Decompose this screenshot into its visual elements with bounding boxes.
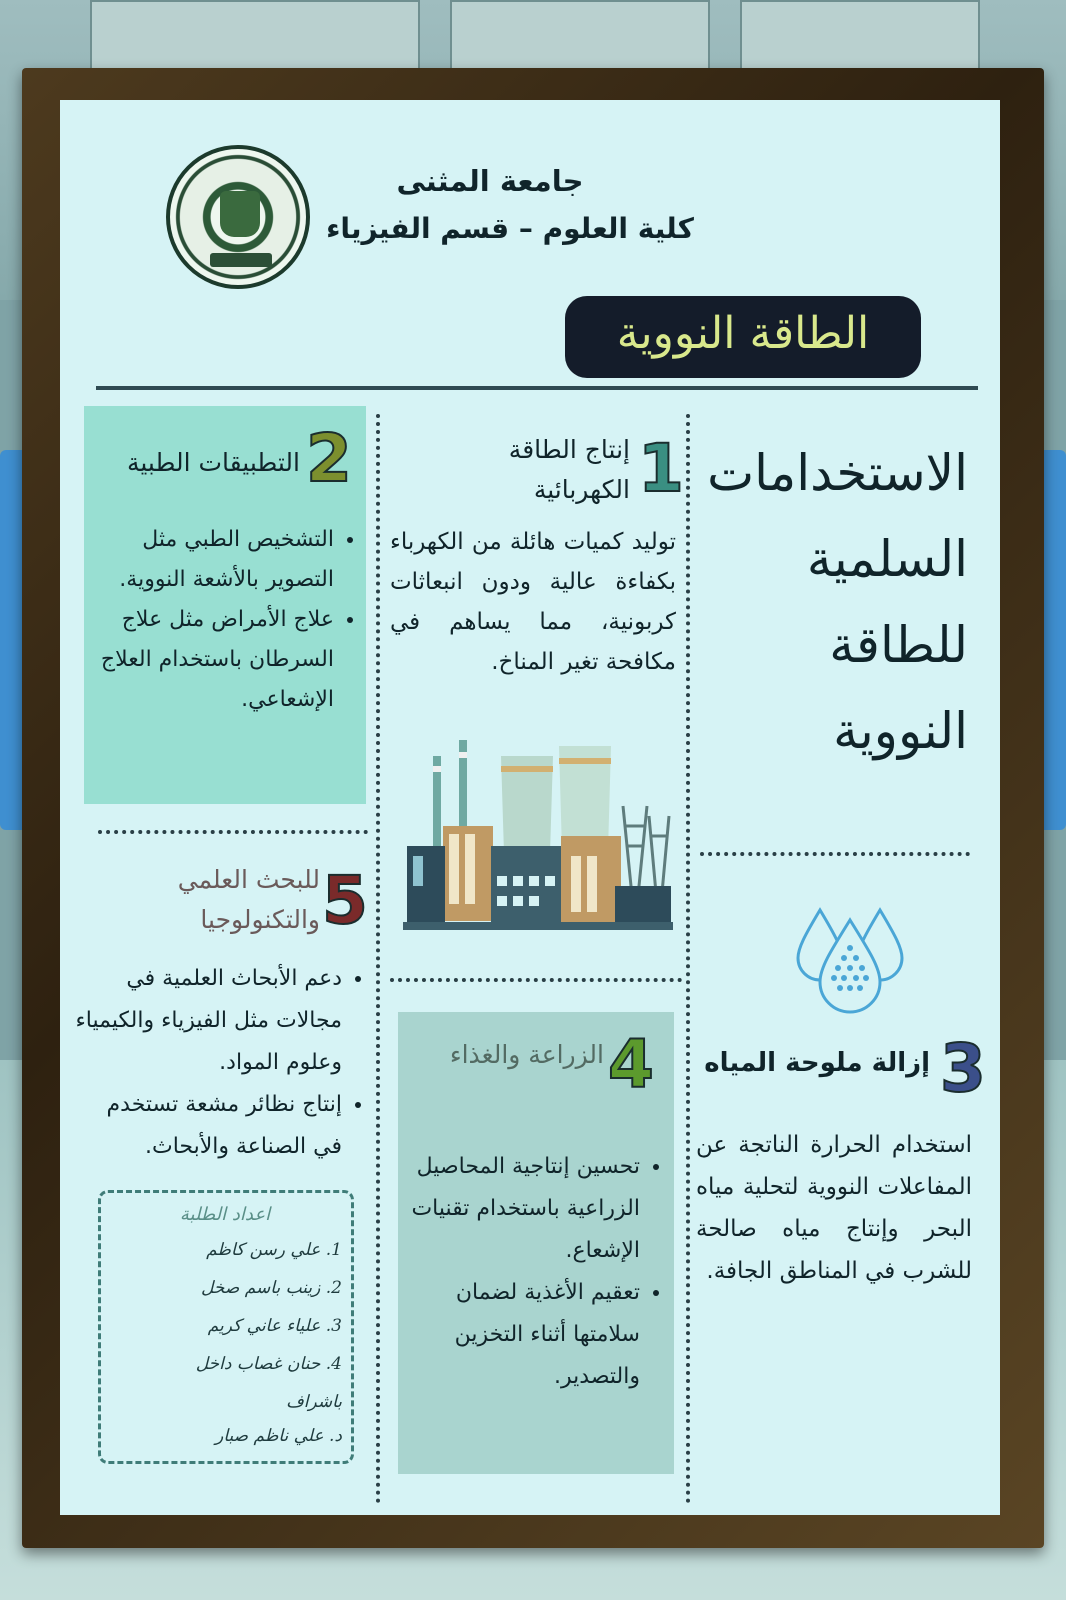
university-seal-icon (166, 145, 310, 289)
list-item: • إنتاج نظائر مشعة تستخدم في الصناعة والأبحاث. (74, 1084, 342, 1168)
section-divider (390, 978, 682, 982)
section-1-body: توليد كميات هائلة من الكهرباء بكفاءة عالية ودون انبعاثات كربونية، مما يساهم في مكافحة تغير المناخ. (390, 529, 676, 675)
title-divider (96, 386, 978, 390)
section-1-number: 1 (638, 430, 684, 507)
student-name: 4. حنان غصاب داخل (195, 1354, 342, 1374)
list-item: • تعقيم الأغذية لضمان سلامتها أثناء التخزين والتصدير. (406, 1272, 640, 1398)
section-4-title: الزراعة والغذاء (449, 1040, 604, 1069)
supervision-label: باشراف (286, 1392, 342, 1412)
section-3-body: استخدام الحرارة الناتجة عن المفاعلات النووية لتحلية مياه البحر وإنتاج مياه صالحة للشرب في المناطق الجافة. (696, 1132, 972, 1284)
poster (60, 100, 1000, 1515)
section-2-list (96, 520, 362, 720)
section-5-list (74, 958, 370, 1168)
power-plant-icon (403, 736, 673, 936)
title-box (565, 296, 921, 378)
student-name: 1. علي رسن كاظم (206, 1240, 342, 1260)
faculty-name: كلية العلوم – قسم الفيزياء (326, 212, 694, 245)
list-item: • علاج الأمراض مثل علاج السرطان باستخدام العلاج الإشعاعي. (96, 600, 334, 720)
section-5-number: 5 (322, 862, 368, 939)
list-item: • التشخيص الطبي مثل التصوير بالأشعة النووية. (96, 520, 334, 600)
list-item: • دعم الأبحاث العلمية في مجالات مثل الفيزياء والكيمياء وعلوم المواد. (74, 958, 342, 1084)
university-name: جامعة المثنى (396, 164, 584, 198)
section-divider (98, 830, 368, 834)
supervisor-name: د. علي ناظم صبار (215, 1426, 342, 1446)
section-3-number: 3 (940, 1030, 986, 1107)
section-4-number: 4 (608, 1026, 654, 1103)
section-2-title: التطبيقات الطبية (126, 448, 300, 477)
main-heading: الاستخدامات السلمية للطاقة النووية (707, 444, 968, 760)
student-name: 2. زينب باسم صخل (201, 1278, 342, 1298)
section-5-title: للبحث العلمي والتكنولوجيا (177, 865, 320, 934)
column-divider (376, 414, 380, 1504)
list-item: • تحسين إنتاجية المحاصيل الزراعية باستخدام تقنيات الإشعاع. (406, 1146, 640, 1272)
column-divider (686, 414, 690, 1504)
section-4-list (406, 1146, 668, 1398)
section-1-title: إنتاج الطاقة الكهربائية (508, 435, 630, 504)
section-3-title: إزالة ملوحة المياه (704, 1048, 930, 1078)
section-2-number: 2 (306, 420, 352, 497)
section-divider (700, 852, 970, 856)
student-name: 3. علياء عاني كريم (207, 1316, 342, 1336)
water-drops-icon (790, 900, 910, 1020)
students-heading: اعداد الطلبة (179, 1204, 271, 1225)
page-title: الطاقة النووية (616, 308, 870, 359)
